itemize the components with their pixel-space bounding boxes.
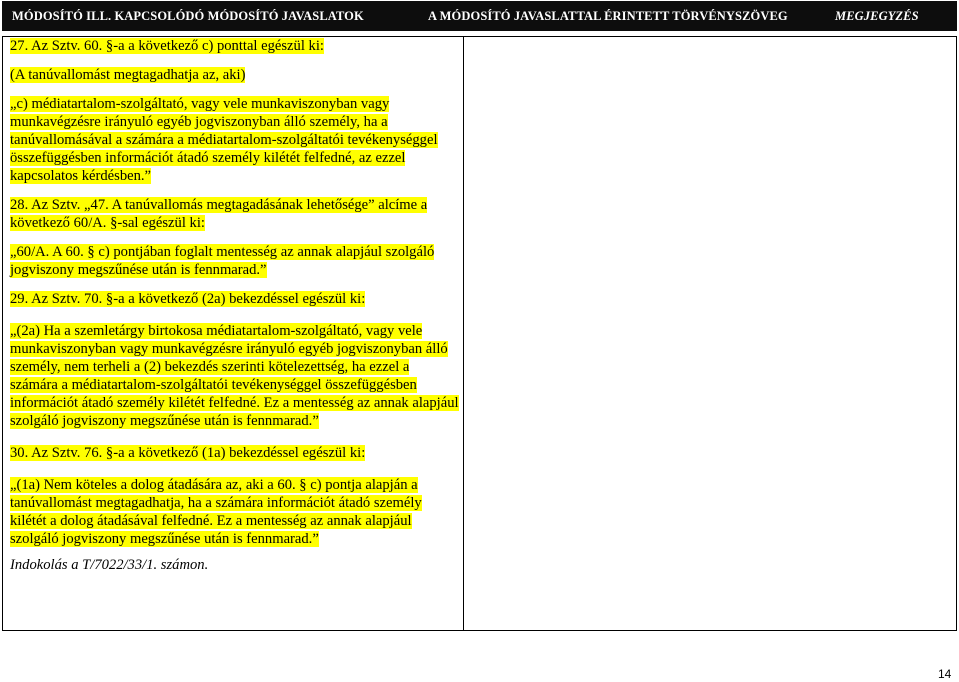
page-number: 14 — [938, 667, 952, 681]
header-col-amendments: MÓDOSÍTÓ ILL. KAPCSOLÓDÓ MÓDOSÍTÓ JAVASLATOK — [12, 9, 364, 23]
table-header-bar — [2, 1, 957, 31]
paragraph-1a: „(1a) Nem köteles a dolog átadására az, aki a 60. § c) pontja alapján a tanúvallomást megtagadhatja, ha a számára információt átadó személy kilétét a dolog átadásával felfedné. Ez a mentesség az annak alapjául szolgáló jogviszony megszűnése után is fennmarad.” — [10, 477, 422, 547]
paragraph-30: 30. Az Sztv. 76. §-a a következő (1a) bekezdéssel egészül ki: — [10, 445, 366, 461]
paragraph-27: 27. Az Sztv. 60. §-a a következő c) ponttal egészül ki: — [10, 38, 324, 54]
amendments-column — [10, 37, 460, 574]
paragraph-60a: „60/A. A 60. § c) pontjában foglalt mentesség az annak alapjául szolgáló jogviszony megszűnése után is fennmarad.” — [10, 244, 435, 278]
header-col-law-text: A MÓDOSÍTÓ JAVASLATTAL ÉRINTETT TÖRVÉNYSZÖVEG — [428, 9, 788, 23]
paragraph-29: 29. Az Sztv. 70. §-a a következő (2a) bekezdéssel egészül ki: — [10, 291, 366, 307]
justification-note: Indokolás a T/7022/33/1. számon. — [10, 557, 209, 573]
paragraph-28: 28. Az Sztv. „47. A tanúvallomás megtagadásának lehetősége” alcíme a következő 60/A. §-sal egészül ki: — [10, 197, 428, 231]
header-col-notes: MEGJEGYZÉS — [835, 9, 919, 23]
column-divider — [463, 36, 464, 631]
paragraph-c-point: „c) médiatartalom-szolgáltató, vagy vele munkaviszonyban vagy munkavégzésre irányuló egyéb jogviszonyban álló személy, ha a tanúvallomásával a számára a médiatartalom-szolgáltatói tevékenységgel összefüggésben információt átadó személy kilétét felfedné, az ezzel kapcsolatos kérdésben.” — [10, 96, 438, 184]
paragraph-2a: „(2a) Ha a szemletárgy birtokosa médiatartalom-szolgáltató, vagy vele munkaviszonyban vagy munkavégzésre irányuló egyéb jogviszonyban álló személy, nem terheli a (2) bekezdés szerinti kötelezettség, ha ezzel a számára a médiatartalom-szolgáltatói tevékenységgel összefüggésben információt átadó személy kilétét felfedné. Ez a mentesség az annak alapjául szolgáló jogviszony megszűnése után is fennmarad.” — [10, 323, 459, 429]
paragraph-intro: (A tanúvallomást megtagadhatja az, aki) — [10, 67, 246, 83]
